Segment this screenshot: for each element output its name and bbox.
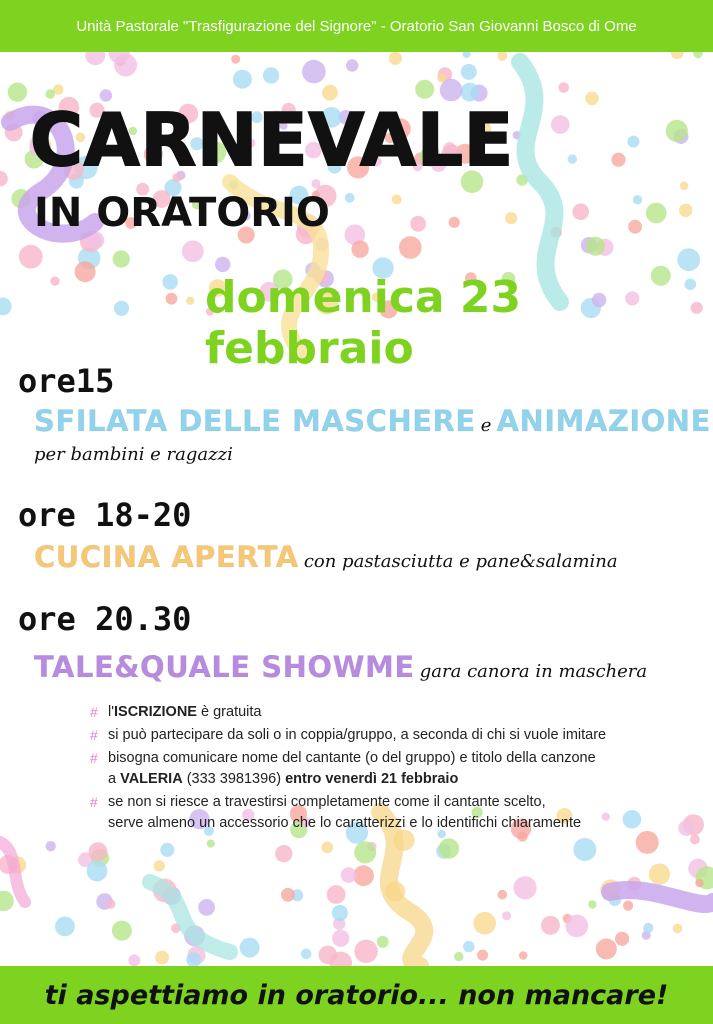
list-item <box>90 748 690 790</box>
rules-list <box>90 702 690 836</box>
event-1-line <box>34 404 711 438</box>
hash-bullet-icon: # <box>90 794 98 810</box>
event-2-line <box>34 540 618 574</box>
event-3-rest: gara canora in maschera <box>419 661 648 682</box>
event-2-highlight: CUCINA APERTA <box>34 540 299 574</box>
bullet-1-rest: è gratuita <box>196 704 262 720</box>
event-3-line <box>34 650 647 684</box>
bullet-1-prefix: l' <box>108 704 114 720</box>
bullet-1-bold: ISCRIZIONE <box>114 704 197 720</box>
event-2-rest: con pastasciutta e pane&salamina <box>303 551 618 572</box>
bullet-3-deadline: entro venerdì 21 febbraio <box>285 771 459 787</box>
event-1-time: ore15 <box>18 362 115 400</box>
header-text: Unità Pastorale "Trasfigurazione del Signore" - Oratorio San Giovanni Bosco di Ome <box>76 17 637 35</box>
event-3-time: ore 20.30 <box>18 600 192 638</box>
bullet-4-line-2: serve almeno un accessorio che lo caratterizzi e lo identifichi chiaramente <box>108 815 582 831</box>
title-main: CARNEVALE <box>30 98 515 182</box>
hash-bullet-icon: # <box>90 704 98 720</box>
event-1-connector: e <box>480 415 492 436</box>
event-3-highlight: TALE&QUALE SHOWME <box>34 650 415 684</box>
event-1-highlight-1: SFILATA DELLE MASCHERE <box>34 404 476 438</box>
list-item <box>90 725 690 746</box>
event-date: domenica 23 febbraio <box>205 272 522 374</box>
list-item <box>90 702 690 723</box>
bullet-3-line-1: bisogna comunicare nome del cantante (o del gruppo) e titolo della canzone <box>108 750 596 766</box>
bullet-3-phone: (333 3981396) <box>182 771 286 787</box>
list-item <box>90 792 690 834</box>
event-1-note: per bambini e ragazzi <box>34 444 233 465</box>
footer-bar <box>0 966 713 1024</box>
hash-bullet-icon: # <box>90 750 98 766</box>
bullet-2-text: si può partecipare da soli o in coppia/gruppo, a seconda di chi si vuole imitare <box>108 727 607 743</box>
event-2-time: ore 18-20 <box>18 496 192 534</box>
bullet-3-a: a <box>108 771 121 787</box>
footer-text: ti aspettiamo in oratorio... non mancare! <box>44 979 669 1011</box>
bullet-4-line-1: se non si riesce a travestirsi completamente come il cantante scelto, <box>108 794 546 810</box>
title-sub: IN ORATORIO <box>34 190 330 236</box>
hash-bullet-icon: # <box>90 727 98 743</box>
event-1-highlight-2: ANIMAZIONE <box>496 404 711 438</box>
bullet-3-name: VALERIA <box>120 771 183 787</box>
